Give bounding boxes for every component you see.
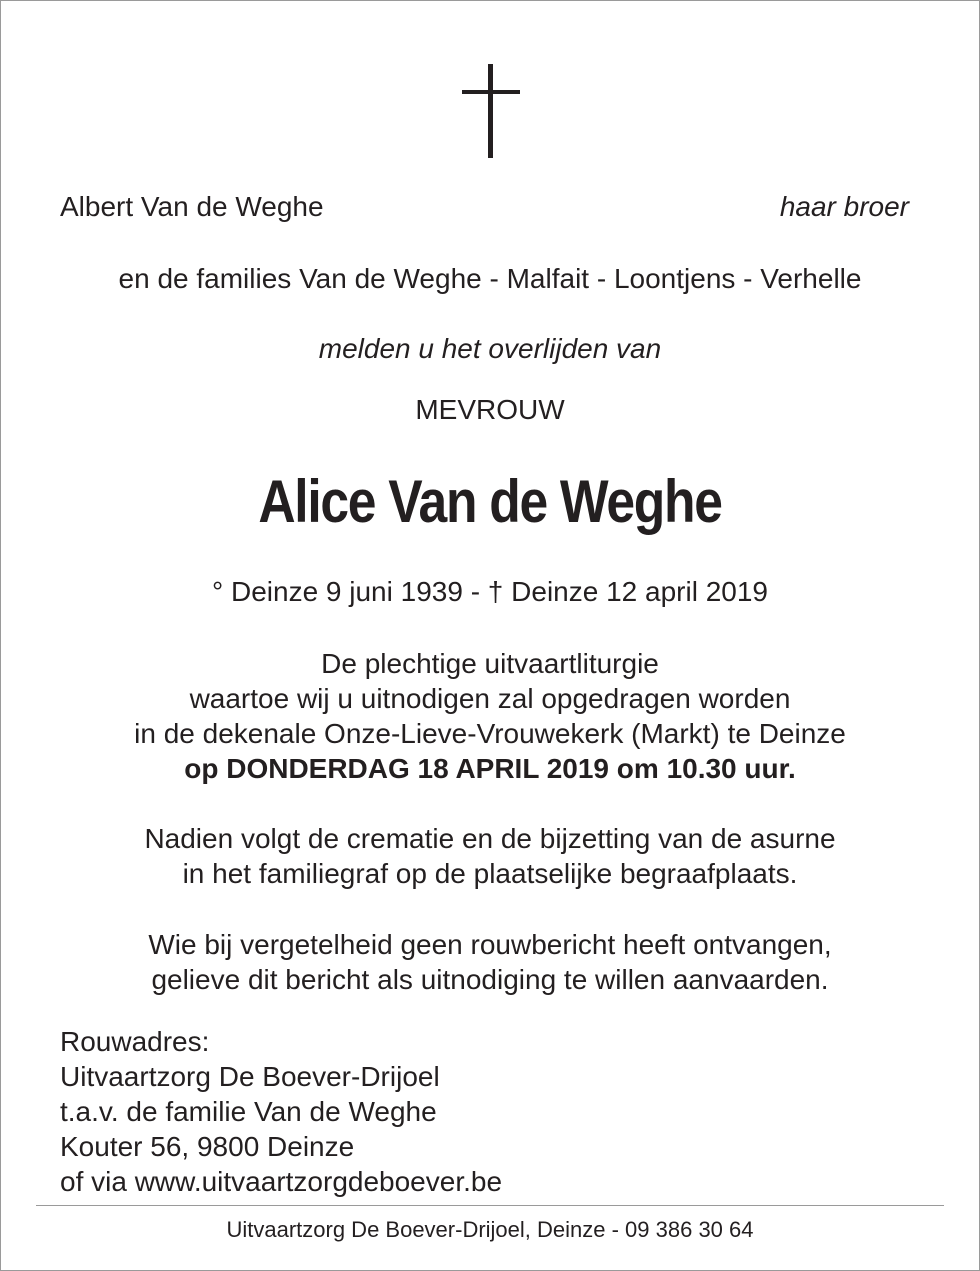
- address-label: Rouwadres:: [60, 1026, 210, 1057]
- address-website: of via www.uitvaartzorgdeboever.be: [60, 1166, 503, 1197]
- survivor-relation: haar broer: [779, 191, 909, 222]
- after-line: in het familiegraf op de plaatselijke begraafplaats.: [182, 858, 798, 889]
- after-line: Nadien volgt de crematie en de bijzetting van de asurne: [144, 823, 836, 854]
- ceremony-datetime: op DONDERDAG 18 APRIL 2019 om 10.30 uur.: [184, 753, 796, 784]
- ceremony-line: in de dekenale Onze-Lieve-Vrouwekerk (Markt) te Deinze: [134, 718, 846, 749]
- deceased-name: Alice Van de Weghe: [258, 468, 722, 535]
- life-dates: ° Deinze 9 juni 1939 - † Deinze 12 april 2019: [212, 576, 768, 607]
- footer-divider: [36, 1205, 944, 1206]
- notice-line: Wie bij vergetelheid geen rouwbericht heeft ontvangen,: [148, 929, 832, 960]
- address-line: Kouter 56, 9800 Deinze: [60, 1131, 355, 1162]
- families-line: en de families Van de Weghe - Malfait - Loontjens - Verhelle: [118, 263, 862, 294]
- cross-icon: [462, 64, 520, 158]
- footer-contact: Uitvaartzorg De Boever-Drijoel, Deinze - 09 386 30 64: [226, 1217, 754, 1242]
- address-line: Uitvaartzorg De Boever-Drijoel: [60, 1061, 440, 1092]
- honorific-title: MEVROUW: [415, 394, 565, 425]
- notice-line: gelieve dit bericht als uitnodiging te willen aanvaarden.: [151, 964, 829, 995]
- ceremony-line: De plechtige uitvaartliturgie: [321, 648, 659, 679]
- survivor-name: Albert Van de Weghe: [60, 191, 324, 222]
- ceremony-line: waartoe wij u uitnodigen zal opgedragen worden: [189, 683, 791, 714]
- announce-phrase: melden u het overlijden van: [318, 333, 662, 364]
- address-line: t.a.v. de familie Van de Weghe: [60, 1096, 437, 1127]
